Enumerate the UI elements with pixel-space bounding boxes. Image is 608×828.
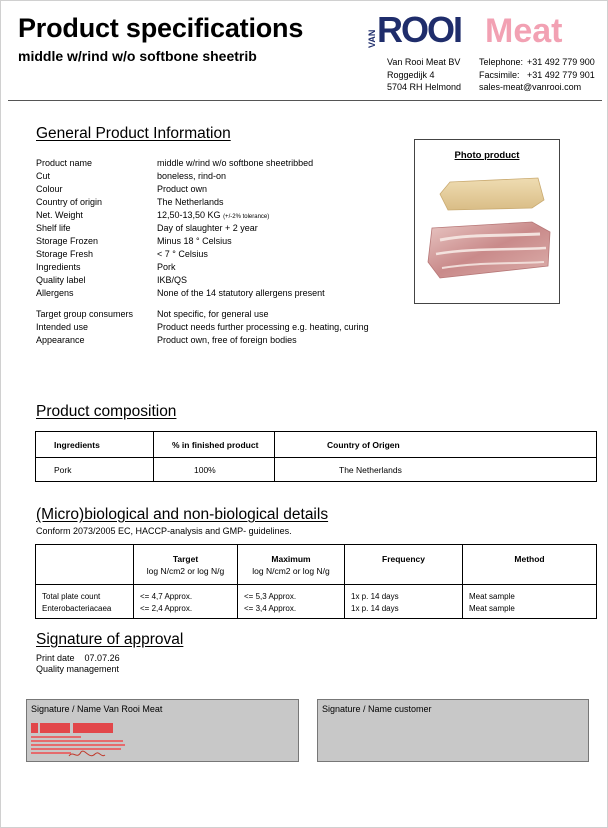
- company-stamp-icon: [29, 720, 149, 762]
- header-divider: [8, 100, 602, 101]
- general-info-heading: General Product Information: [36, 125, 231, 142]
- table-header-row: [36, 432, 597, 458]
- product-photo-box: [414, 139, 560, 304]
- column-header: % in finished product: [154, 432, 275, 458]
- photo-title: Photo product: [454, 150, 520, 161]
- composition-heading: Product composition: [36, 403, 177, 420]
- approval-info: Print date 07.07.26 Quality management: [36, 653, 120, 674]
- column-header: Target log N/cm2 or log N/g: [134, 545, 238, 585]
- van-rooi-meat-logo: [365, 9, 603, 49]
- micro-note: Conform 2073/2005 EC, HACCP-analysis and GMP- guidelines.: [36, 526, 292, 536]
- column-header: [36, 545, 134, 585]
- table-row: Total plate count Enterobacteriacaea <= 4,7 Approx. <= 2,4 Approx. <= 5,3 Approx. <= 3,4 Approx. 1x p. 14 days 1x p. 14 days Meat sample Meat sample: [36, 585, 597, 619]
- telephone: +31 492 779 900: [527, 57, 595, 67]
- spec-sheet-page: Product specifications middle w/rind w/o softbone sheetrib VAN ROOI Meat Van Rooi Meat BV Roggedijk 4 5704 RH Helmond Telephone: +31 492 779 900 Facsimile: +31 492 779 901 sales-meat@vanrooi.com General Product Information Product name middle w/rind w/o softbone sheetribbed Cut boneless, rind-on Colour Product own Country of origin The Netherlands Net. Weight 12,50-13,50 KG (+/-2% tolerance) Shelf life Day of slaughter + 2 year Storage Frozen Minus 18 ° Celsius Storage Fresh < 7 ° Celsius Ingredients Pork Quality label IKB/QS Allergens None of the 14 statutory allergens present Target group consumers Not specific, for general use Intended use Product needs further processing e.g. heating, curing Appearance Product own, free of foreign bodies Photo product Product composition Ingredients % in finished product Country of Origen Pork 100% The Netherlands (Micro)biological and non-biological details Conform 2073/2005 EC, HACCP-analysis and GMP- guidelines. Target log N/cm2 or log N/g Maximum log N/cm2 or log N/g Frequency Method Total plate count Enterobacteriacaea <= 4,7 Approx. <= 2,4 Approx. <= 5,3 Approx. <= 3,4 Approx. 1x p. 14 days 1x p. 14 days Meat sample Meat sample Signature of approval Print date 07.07.26 Quality management Signature / Name Van Rooi Meat Signature / Name customer: [0, 0, 608, 828]
- product-photo-image: [420, 176, 556, 280]
- company-contact: Telephone: +31 492 779 900 Facsimile: +31 492 779 901 sales-meat@vanrooi.com: [479, 57, 595, 92]
- weight-tolerance: (+/-2% tolerance): [223, 214, 270, 220]
- svg-text:ROOI: ROOI: [377, 9, 462, 49]
- column-header: Maximum log N/cm2 or log N/g: [238, 545, 345, 585]
- composition-table: [35, 431, 597, 482]
- column-header: Frequency: [345, 545, 463, 585]
- column-header: Country of Origen: [275, 432, 597, 458]
- table-header-row: [36, 545, 597, 585]
- column-header: Ingredients: [36, 432, 154, 458]
- page-subtitle: middle w/rind w/o softbone sheetrib: [18, 48, 257, 64]
- table-row: Pork 100% The Netherlands: [36, 458, 597, 482]
- email-link[interactable]: sales-meat@vanrooi.com: [479, 82, 582, 92]
- company-address: Van Rooi Meat BV Roggedijk 4 5704 RH Helmond: [387, 57, 462, 92]
- page-title: Product specifications: [18, 13, 304, 43]
- print-date: 07.07.26: [84, 653, 120, 663]
- signature-box-customer[interactable]: Signature / Name customer: [317, 699, 589, 762]
- svg-text:Meat: Meat: [485, 12, 563, 49]
- svg-text:VAN: VAN: [367, 29, 377, 48]
- approval-heading: Signature of approval: [36, 631, 184, 648]
- micro-table: [35, 544, 597, 619]
- column-header: Method: [463, 545, 597, 585]
- signature-box-van-rooi[interactable]: Signature / Name Van Rooi Meat: [26, 699, 299, 762]
- fax: +31 492 779 901: [527, 69, 595, 80]
- micro-heading: (Micro)biological and non-biological details: [36, 506, 329, 523]
